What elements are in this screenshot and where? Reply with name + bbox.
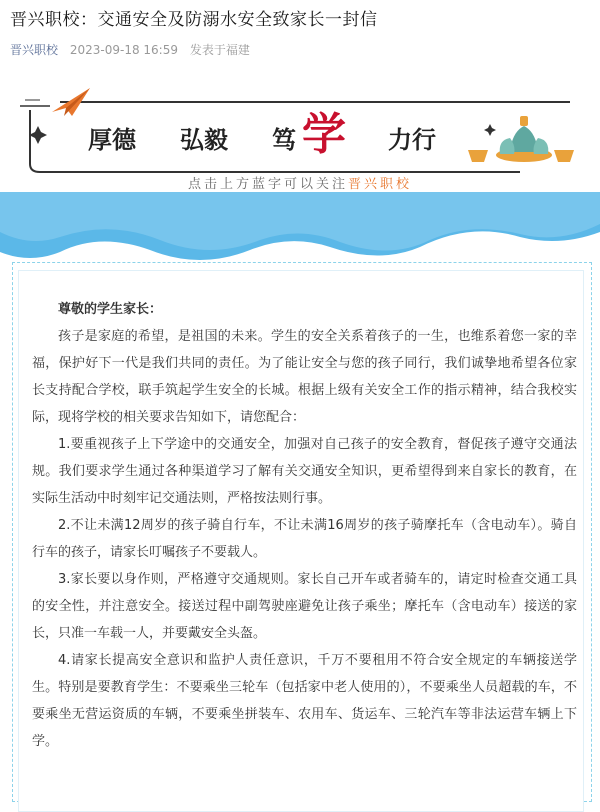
letter-paragraph: 孩子是家庭的希望，是祖国的未来。学生的安全关系着孩子的一生，也维系着您一家的幸福，保护好下一代是我们共同的责任。为了能让安全与您的孩子同行，我们诚挚地希望各位家长支持配合学校，联手筑起学生安全的长城。根据上级有关安全工作的指示精神，结合我校实际，现将学校的相关要求告知如下，请您配合：	[32, 329, 577, 425]
article-meta	[10, 42, 250, 58]
lotus-icon	[496, 116, 552, 162]
motto-word-3a: 笃	[272, 125, 296, 154]
article-title: 晋兴职校：交通安全及防溺水安全致家长一封信	[10, 10, 378, 30]
letter-paragraph: 3.家长要以身作则，严格遵守交通规则。家长自己开车或者骑车的，请定时检查交通工具的安全性，并注意安全。接送过程中副驾驶座避免让孩子乘坐；摩托车（含电动车）接送的家长，只准一车载一人，并要戴安全头盔。	[32, 572, 577, 641]
follow-hint[interactable]	[0, 173, 600, 192]
letter-greeting: 尊敬的学生家长：	[58, 302, 163, 317]
publish-date: 2023-09-18 16:59	[69, 43, 178, 57]
motto-word-1: 厚德	[88, 125, 136, 154]
account-name[interactable]: 晋兴职校	[10, 43, 59, 57]
follow-text: 点击上方蓝字可以关注	[187, 177, 348, 192]
letter-paragraph: 1.要重视孩子上下学途中的交通安全，加强对自己孩子的安全教育，督促孩子遵守交通法规。我们要求学生通过各种渠道学习了解有关交通安全知识，更希望得到来自家长的教育，在实际生活动中时刻牢记交通法则，严格按法则行事。	[32, 437, 577, 506]
letter-paragraph: 4.请家长提高安全意识和监护人责任意识，千万不要租用不符合安全规定的车辆接送学生。特别是要教育学生：不要乘坐三轮车（包括家中老人使用的），不要乘坐人员超载的车，不要乘坐无营运资质的车辆，不要乘坐拼装车、农用车、货运车、三轮汽车等非法运营车辆上下学。	[32, 653, 577, 749]
publish-location: 发表于福建	[189, 43, 250, 57]
motto-word-4: 力行	[388, 125, 436, 154]
follow-account[interactable]: 晋兴职校	[348, 177, 413, 192]
motto-word-2: 弘毅	[180, 125, 228, 154]
letter-paragraph: 2.不让未满12周岁的孩子骑自行车，不让未满16周岁的孩子骑摩托车（含电动车）。骑自行车的孩子，请家长叮嘱孩子不要载人。	[32, 518, 577, 560]
motto-word-3b: 学	[302, 109, 346, 160]
letter-body	[32, 296, 577, 755]
